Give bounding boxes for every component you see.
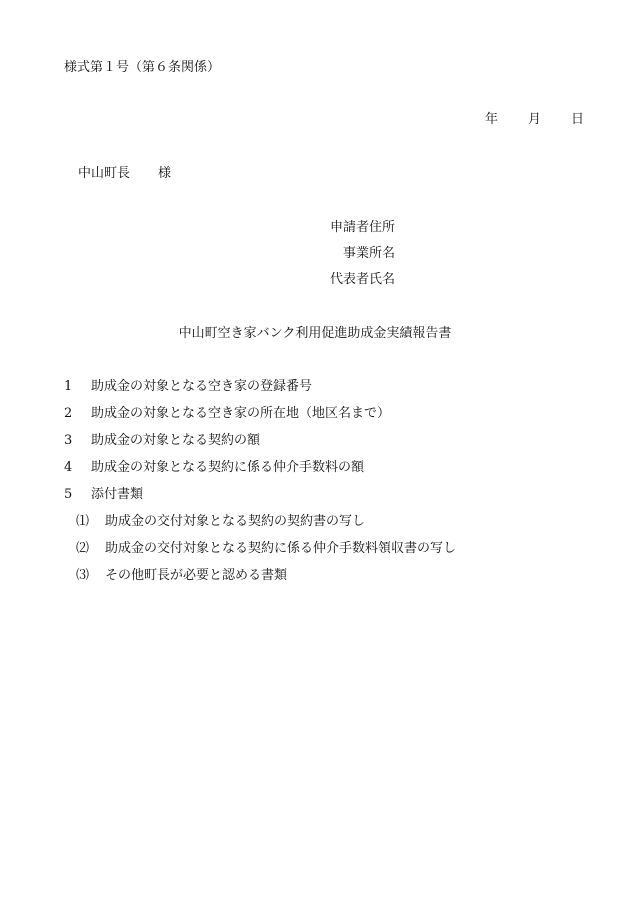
item-number: 1: [64, 379, 73, 394]
attachment-number: ⑴: [76, 514, 90, 529]
item-text: 助成金の対象となる契約の額: [91, 433, 261, 448]
item-text: 助成金の対象となる契約に係る仲介手数料の額: [91, 460, 365, 475]
applicant-block: [330, 221, 395, 299]
attachment-text: その他町長が必要と認める書類: [105, 568, 288, 583]
item-number: 5: [64, 487, 73, 502]
list-item: [64, 488, 390, 515]
date-day: 日: [571, 112, 585, 127]
list-item: [64, 461, 390, 488]
item-number: 2: [64, 406, 73, 421]
item-text: 添付書類: [91, 487, 144, 502]
addressee-honorific: 様: [158, 166, 172, 181]
list-item: [64, 380, 390, 407]
item-number: 3: [64, 433, 73, 448]
applicant-business-name-label: 事業所名: [343, 246, 396, 261]
attachment-text: 助成金の交付対象となる契約に係る仲介手数料領収書の写し: [105, 541, 457, 556]
date-line: [485, 113, 584, 126]
item-list: [64, 380, 390, 515]
addressee-name: 中山町長: [78, 166, 131, 181]
list-item: [64, 434, 390, 461]
list-item: [76, 569, 456, 596]
attachment-number: ⑶: [76, 568, 90, 583]
addressee: [78, 167, 171, 180]
attachment-number: ⑵: [76, 541, 90, 556]
item-text: 助成金の対象となる空き家の所在地（地区名まで）: [91, 406, 391, 421]
item-number: 4: [64, 460, 73, 475]
attachment-list: [76, 515, 456, 596]
applicant-address-label: 申請者住所: [330, 220, 396, 235]
date-year: 年: [485, 112, 499, 127]
item-text: 助成金の対象となる空き家の登録番号: [91, 379, 313, 394]
date-month: 月: [528, 112, 542, 127]
document-title: 中山町空き家バンク利用促進助成金実績報告書: [178, 326, 452, 341]
list-item: [64, 407, 390, 434]
list-item: [76, 515, 456, 542]
applicant-representative-label: 代表者氏名: [330, 272, 396, 287]
list-item: [76, 542, 456, 569]
attachment-text: 助成金の交付対象となる契約の契約書の写し: [105, 514, 366, 529]
form-number: 様式第１号（第６条関係）: [64, 60, 221, 75]
